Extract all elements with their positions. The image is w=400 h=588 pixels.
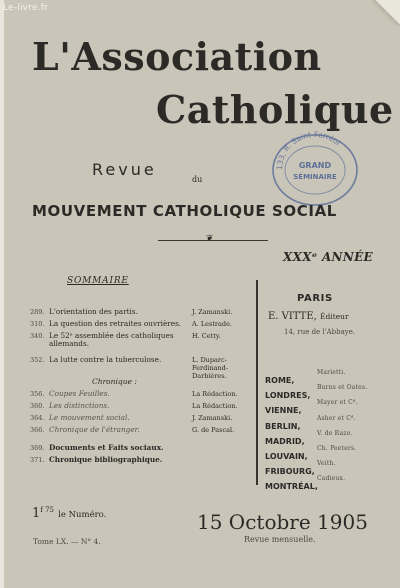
toc-entry <box>30 426 252 438</box>
toc-page-number: 352. <box>30 356 45 364</box>
toc-title: Chronique bibliographique. <box>49 455 163 464</box>
price-value: 1 <box>32 506 41 521</box>
toc-author: La Rédaction. <box>192 402 238 410</box>
depot-city: MADRID, <box>265 436 305 446</box>
depot-publisher: Cadieux. <box>317 475 346 483</box>
publisher-name <box>268 311 349 322</box>
price-label: le Numéro. <box>58 510 107 520</box>
toc-author: La Rédaction. <box>192 390 238 398</box>
toc-page-number: 364. <box>30 414 45 422</box>
publisher-address: 14, rue de l'Abbaye. <box>284 328 356 336</box>
depot-publisher: Veith. <box>317 460 336 468</box>
toc-page-number: 340. <box>30 332 45 340</box>
title-line-1: L'Association <box>32 34 322 79</box>
toc-author: H. Cetty. <box>192 332 221 340</box>
annee-label: XXXᵉ ANNÉE <box>283 250 373 264</box>
toc-title: Les distinctions. <box>49 401 110 410</box>
toc-page-number: 366. <box>30 426 45 434</box>
toc-title: La lutte contre la tuberculose. <box>49 355 162 364</box>
publisher-role: Éditeur <box>320 312 349 321</box>
chronique-label: Chronique : <box>92 377 137 386</box>
depot-city: VIENNE, <box>265 406 302 416</box>
toc-title: L'orientation des partis. <box>49 307 138 316</box>
toc-author: J. Zamanski. <box>192 414 233 422</box>
du-label: du <box>192 175 203 184</box>
toc-entry <box>30 456 252 468</box>
toc-page-number: 369. <box>30 444 45 452</box>
toc-author: L. Duparc-Ferdinand-Darbières. <box>192 356 228 380</box>
depot-publisher: V. de Razo. <box>317 429 353 437</box>
depot-publisher: Mayer et Cᵈ. <box>317 399 358 407</box>
toc-page-number: 289. <box>30 308 45 316</box>
depot-city: FRIBOURG, <box>265 467 315 477</box>
depot-entry <box>265 383 395 401</box>
toc-title: La question des retraites ouvrières. <box>49 319 182 328</box>
depot-city: MONTRÉAL, <box>265 482 318 492</box>
toc-page-number: 360. <box>30 402 45 410</box>
toc-author: A. Lestrade. <box>192 320 232 328</box>
sommaire-heading: SOMMAIRE <box>67 276 129 286</box>
price-fraction: f 75 <box>40 506 55 514</box>
stamp-arc-text: 133, R. Saint-Ferréol <box>274 129 343 171</box>
torn-corner <box>372 0 400 26</box>
page-edge <box>0 0 4 588</box>
toc-entry <box>30 331 252 348</box>
publisher-name-text: E. VITTE, <box>268 311 317 322</box>
toc-title: Le mouvement social. <box>49 413 130 422</box>
depot-entry <box>265 414 395 431</box>
subtitle: MOUVEMENT CATHOLIQUE SOCIAL <box>32 202 337 220</box>
toc-title: Chronique de l'étranger. <box>49 425 140 434</box>
toc-page-number: 356. <box>30 390 45 398</box>
depot-publisher: Ch. Peeters. <box>317 445 357 452</box>
depot-city: LOUVAIN, <box>265 452 308 461</box>
depot-publisher: Asher et Cᵈ. <box>317 414 356 422</box>
title-line-2: Catholique <box>156 87 394 132</box>
price <box>32 506 106 521</box>
depot-entry <box>265 474 395 492</box>
stamp-inner-line-1: GRAND <box>298 161 332 170</box>
depot-entry <box>265 429 395 446</box>
tome-number: Tome LX. — N° 4. <box>33 537 101 546</box>
watermark: Le-livre.fr <box>3 3 48 13</box>
toc-title: Coupes Feuilles. <box>49 389 110 398</box>
depot-publisher: Marietti. <box>317 369 346 376</box>
toc-author: G. de Pascal. <box>192 426 235 434</box>
depot-entry <box>265 368 395 385</box>
toc-page-number: 310. <box>30 320 45 328</box>
revue-label: Revue <box>92 160 157 179</box>
depot-city: LONDRES, <box>265 391 311 401</box>
depot-city: BERLIN, <box>265 421 301 431</box>
library-stamp <box>268 128 362 208</box>
depot-publisher: Burns et Oates. <box>317 384 368 392</box>
toc-title: Le 52ᵉ assemblée des catholiques allemands. <box>49 331 174 348</box>
toc-author: J. Zamanski. <box>192 308 233 316</box>
publisher-city: PARIS <box>297 293 333 304</box>
depot-entry <box>265 444 395 461</box>
column-divider <box>256 280 258 485</box>
divider-ornament: ❦ <box>206 234 214 244</box>
toc-page-number: 371. <box>30 456 45 464</box>
depot-entry <box>265 459 395 477</box>
toc-entry <box>30 355 252 380</box>
stamp-inner-line-2: SÉMINAIRE <box>293 173 337 181</box>
issue-date: 15 Octobre 1905 <box>197 510 368 534</box>
depot-entry <box>265 398 395 416</box>
toc-title: Documents et Faits sociaux. <box>49 443 164 452</box>
depot-city: ROME, <box>265 376 295 385</box>
periodicity: Revue mensuelle. <box>244 535 316 544</box>
